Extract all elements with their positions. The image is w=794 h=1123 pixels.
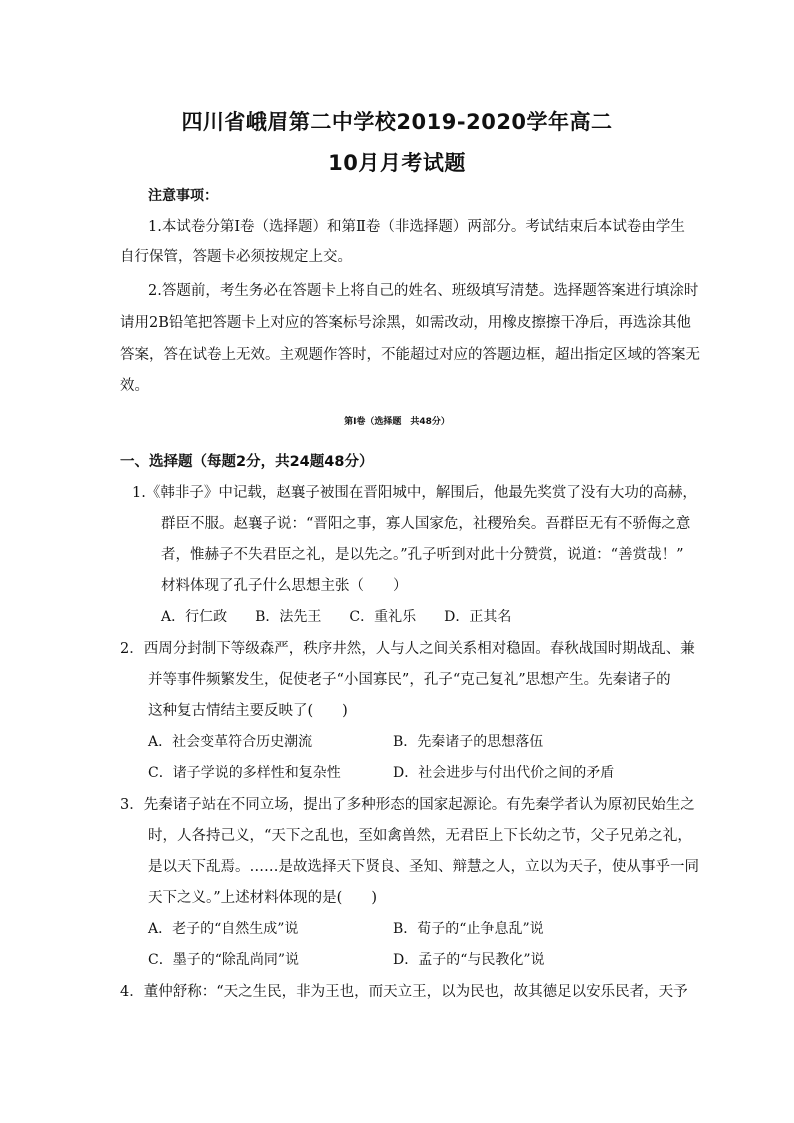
q1-line1: 1.《韩非子》中记载，赵襄子被围在晋阳城中，解围后，他最先奖赏了没有大功的高赫， xyxy=(132,485,697,501)
notice-item1-line2: 自行保管，答题卡必须按规定上交。 xyxy=(120,249,352,265)
exam-title-line2: 10月月考试题 xyxy=(328,151,466,175)
q3-option-b: B．荀子的“止争息乱”说 xyxy=(393,921,544,937)
q2-line2: 并等事件频繁发生，促使老子“小国寡民”，孔子“克己复礼”思想产生。先秦诸子的 xyxy=(148,672,671,688)
q4-line1: 4．董仲舒称：“天之生民，非为王也，而天立王，以为民也，故其德足以安乐民者，天予 xyxy=(120,984,688,1000)
q1-options: A．行仁政 B．法先王 C．重礼乐 D．正其名 xyxy=(161,609,512,625)
q1-line2: 群臣不服。赵襄子说：“晋阳之事，寡人国家危，社稷殆矣。吾群臣无有不骄侮之意 xyxy=(161,516,691,532)
notice-item2-line1: 2.答题前，考生务必在答题卡上将自己的姓名、班级填写清楚。选择题答案进行填涂时 xyxy=(148,283,699,299)
q3-line3: 是以天下乱焉。……是故选择天下贤良、圣知、辩慧之人，立以为天子，使从事乎一同 xyxy=(148,859,699,875)
q1-line3: 者，惟赫子不失君臣之礼，是以先之。”孔子听到对此十分赞赏，说道：“善赏哉！” xyxy=(161,547,684,563)
section-heading: 一、选择题（每题2分，共24题48分） xyxy=(120,454,374,470)
q2-line3: 这种复古情结主要反映了( ) xyxy=(148,703,348,719)
q3-option-d: D．孟子的“与民教化”说 xyxy=(393,952,545,968)
q3-line4: 天下之义。”上述材料体现的是( ) xyxy=(148,890,377,906)
part-title: 第Ⅰ卷（选择题 共48分） xyxy=(344,417,450,427)
q2-option-c: C．诸子学说的多样性和复杂性 xyxy=(148,765,341,781)
notice-heading: 注意事项： xyxy=(148,188,218,204)
q3-line2: 时，人各持己义，“天下之乱也，至如禽兽然，无君臣上下长幼之节，父子兄弟之礼， xyxy=(148,828,692,844)
q3-line1: 3．先秦诸子站在不同立场，提出了多种形态的国家起源论。有先秦学者认为原初民始生之 xyxy=(120,797,695,813)
exam-title-line1: 四川省峨眉第二中学校2019-2020学年高二 xyxy=(181,110,613,134)
q1-line4: 材料体现了孔子什么思想主张（ ） xyxy=(161,578,408,594)
q2-option-b: B．先秦诸子的思想落伍 xyxy=(393,734,544,750)
notice-item2-line3: 答案，答在试卷上无效。主观题作答时，不能超过对应的答题边框，超出指定区域的答案无 xyxy=(120,347,700,363)
q3-option-c: C．墨子的“除乱尚同”说 xyxy=(148,952,300,968)
q2-line1: 2．西周分封制下等级森严，秩序井然，人与人之间关系相对稳固。春秋战国时期战乱、兼 xyxy=(120,641,695,657)
q3-option-a: A．老子的“自然生成”说 xyxy=(148,921,299,937)
notice-item2-line4: 效。 xyxy=(120,378,149,394)
notice-item1-line1: 1.本试卷分第Ⅰ卷（选择题）和第Ⅱ卷（非选择题）两部分。考试结束后本试卷由学生 xyxy=(148,219,685,235)
notice-item2-line2: 请用2B铅笔把答题卡上对应的答案标号涂黑，如需改动，用橡皮擦擦干净后，再选涂其他 xyxy=(120,315,691,331)
q2-option-d: D．社会进步与付出代价之间的矛盾 xyxy=(393,765,615,781)
q2-option-a: A．社会变革符合历史潮流 xyxy=(148,734,313,750)
